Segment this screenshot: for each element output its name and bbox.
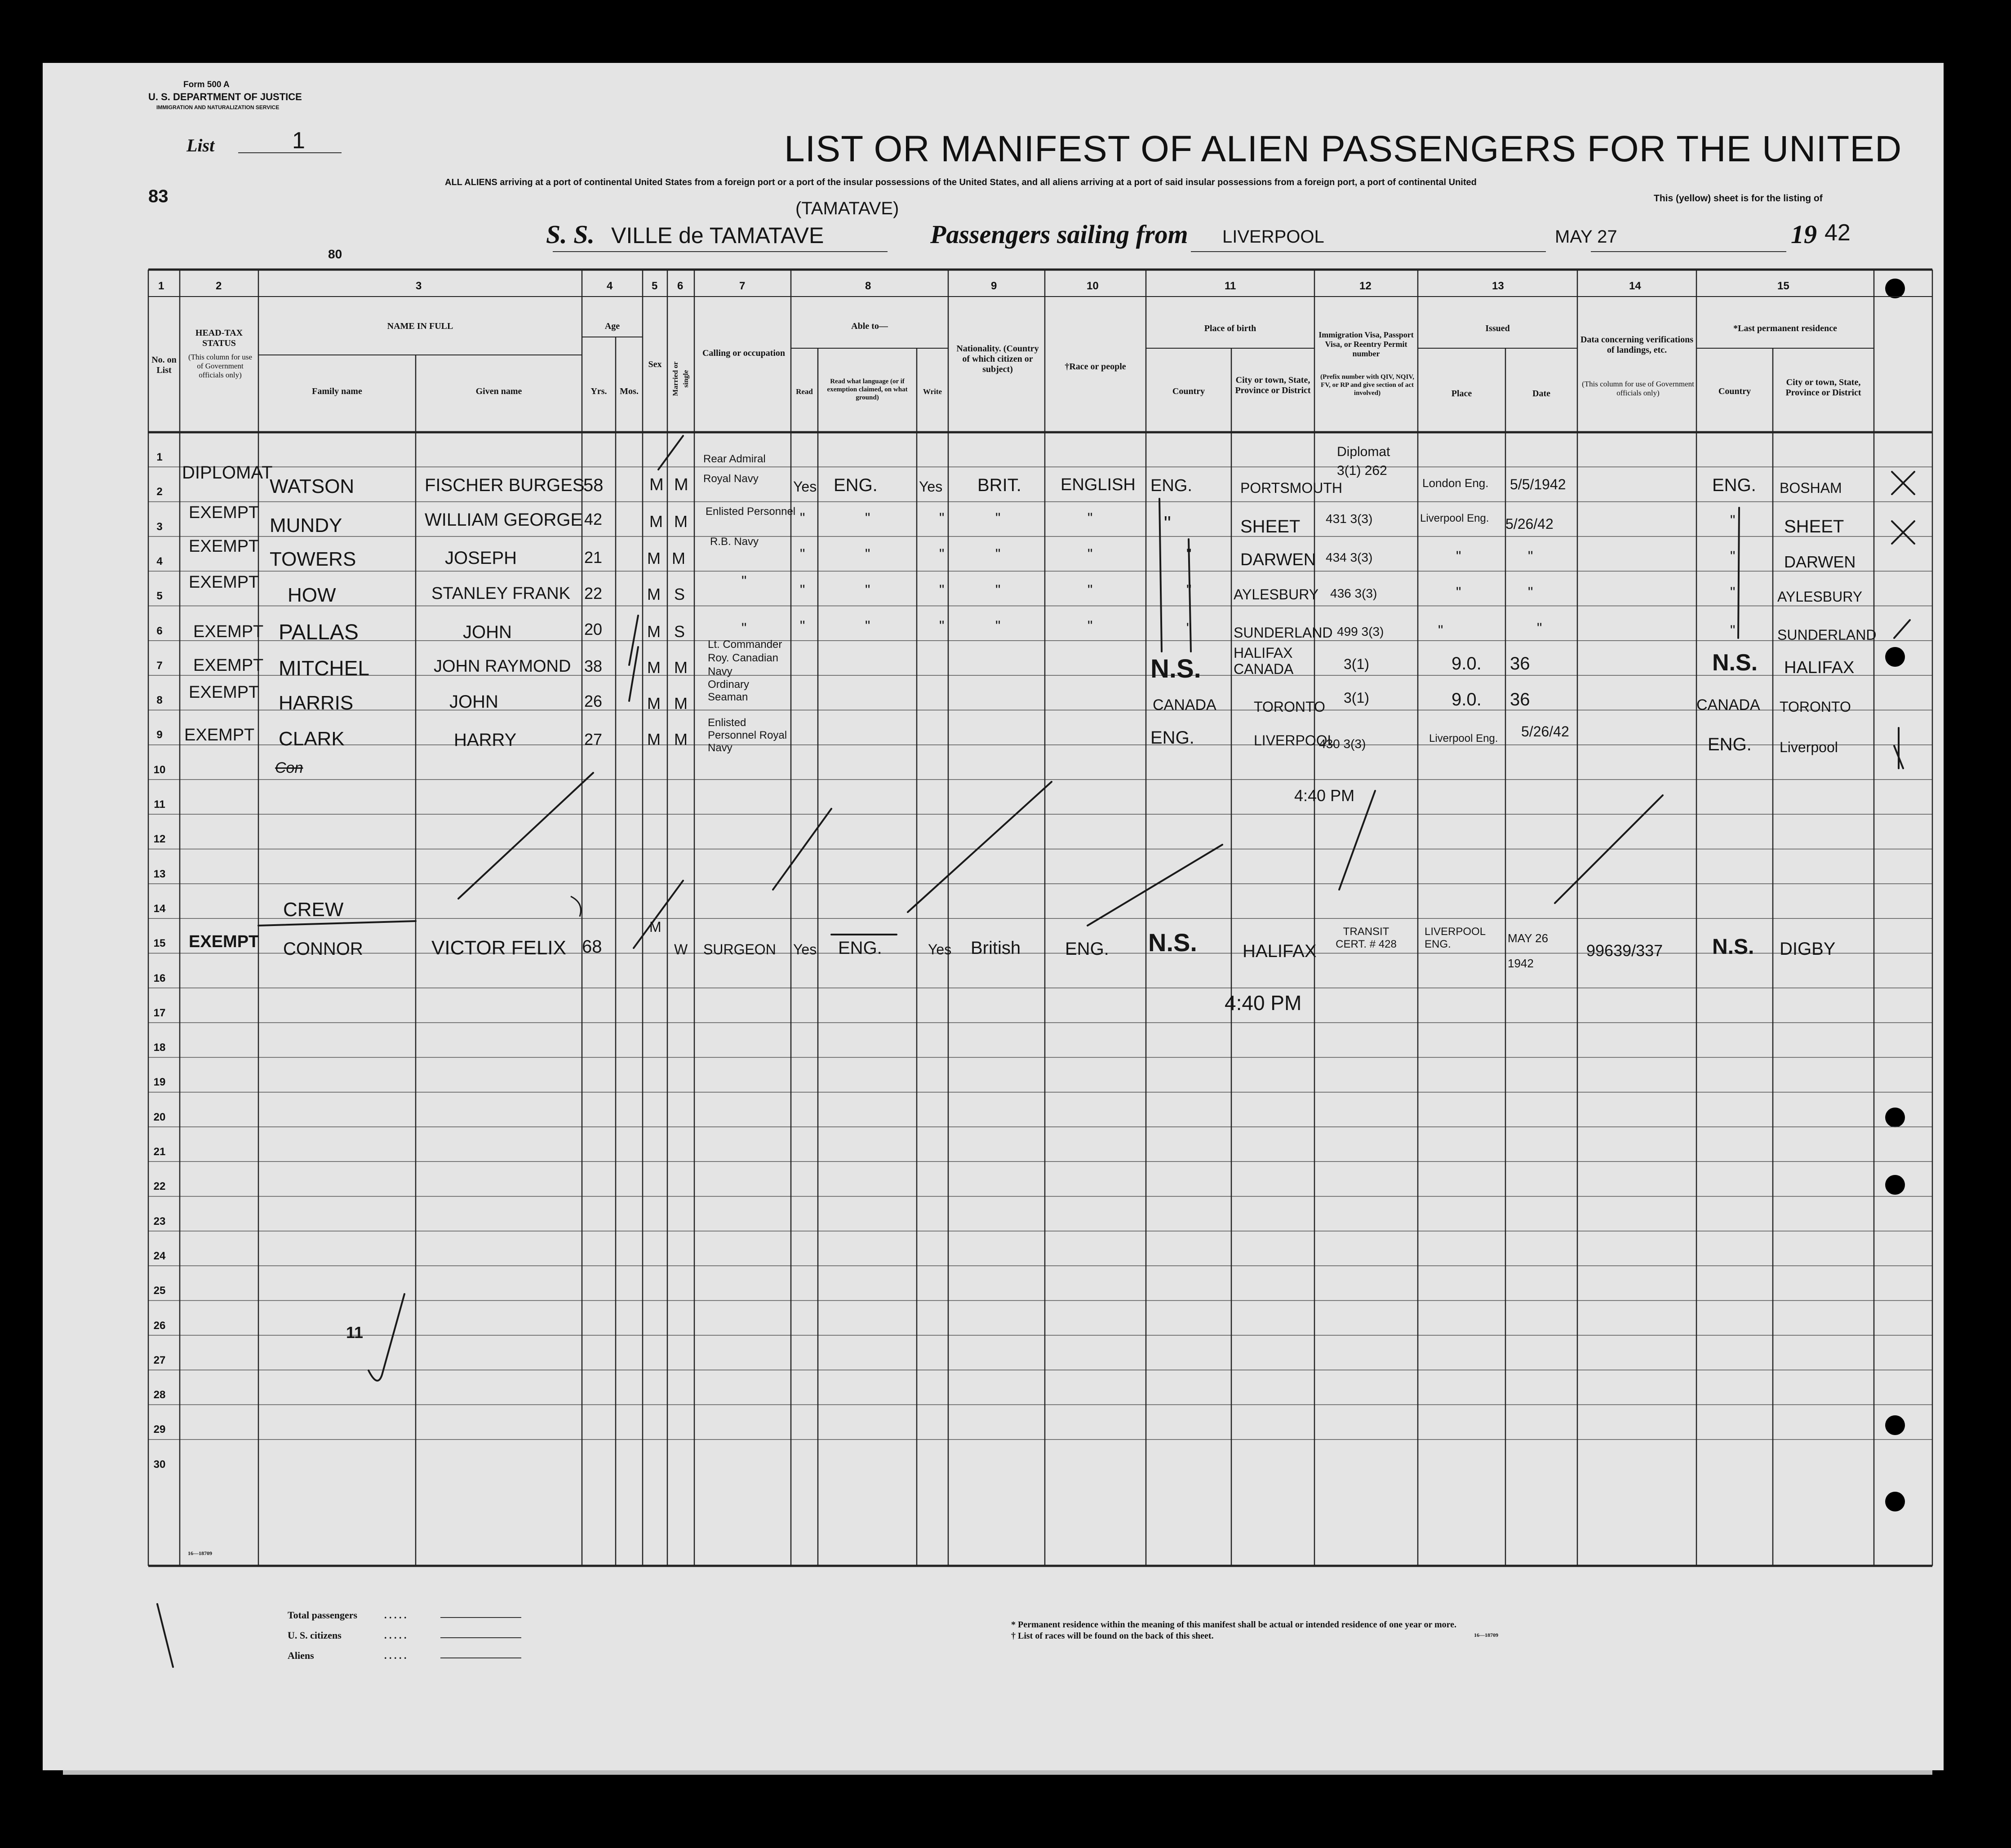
head-tax-note: (This column for use of Government officials only) — [188, 353, 253, 379]
birth-city: DARWEN — [1240, 550, 1316, 569]
row-number: 25 — [153, 1285, 166, 1297]
page-title: LIST OR MANIFEST OF ALIEN PASSENGERS FOR THE UNITED — [784, 129, 1902, 169]
birth-city: HALIFAX CANADA — [1234, 645, 1294, 677]
column-number: 9 — [991, 280, 997, 292]
birth-country: ENG. — [1150, 728, 1194, 748]
can-read: " — [800, 546, 805, 562]
language: " — [865, 618, 870, 634]
family-name: CLARK — [279, 728, 345, 750]
issued-date-header: Date — [1532, 389, 1550, 399]
department-name: U. S. DEPARTMENT OF JUSTICE — [148, 91, 302, 102]
given-name: HARRY — [454, 730, 517, 750]
sailing-label: Passengers sailing from — [930, 220, 1188, 249]
footnote-residence: * Permanent residence within the meaning of this manifest shall be actual or intended residence of one year or more. — [1011, 1620, 1457, 1630]
row-number: 4 — [156, 555, 163, 567]
family-name-header: Family name — [312, 386, 362, 396]
residence-country: " — [1730, 622, 1736, 638]
nationality: " — [995, 618, 1001, 634]
visa-number: 431 3(3) — [1326, 512, 1373, 526]
yrs-header: Yrs. — [590, 386, 607, 396]
issued-place: London Eng. — [1422, 476, 1489, 490]
visa-number: 3(1) — [1344, 690, 1369, 706]
race-header: †Race or people — [1065, 362, 1126, 372]
age-years: 27 — [584, 730, 603, 749]
can-write: Yes — [928, 941, 952, 957]
row-number: 1 — [156, 451, 163, 463]
row-number: 15 — [153, 937, 166, 950]
list-value: 1 — [292, 128, 305, 154]
residence-country: ENG. — [1712, 475, 1756, 495]
issued-date: " — [1537, 620, 1542, 636]
header-line-2: This (yellow) sheet is for the listing of — [1654, 193, 1823, 204]
can-read: " — [800, 582, 805, 598]
issued-date: 5/5/1942 — [1510, 476, 1566, 492]
given-name: JOHN — [463, 622, 512, 642]
issued-place: Liverpool Eng. — [1420, 512, 1489, 524]
column-number: 7 — [739, 280, 746, 292]
birth-city: SHEET — [1240, 517, 1301, 536]
last-residence-header: *Last permanent residence — [1733, 324, 1837, 333]
marital-status: M — [674, 475, 688, 494]
family-name: Con — [275, 759, 303, 776]
residence-city: HALIFAX — [1784, 658, 1855, 677]
given-name: JOSEPH — [445, 548, 517, 568]
head-tax-status: EXEMPT — [189, 503, 259, 522]
birth-country: " — [1186, 620, 1192, 636]
landings-header: Data concerning verifications of landings, etc. — [1580, 335, 1694, 355]
birth-country: " — [1186, 582, 1192, 598]
form-number: Form 500 A — [183, 80, 230, 89]
row-number: 22 — [153, 1180, 166, 1193]
able-to-header: Able to— — [851, 321, 888, 331]
birth-city: AYLESBURY — [1234, 586, 1319, 603]
age-years: 22 — [584, 584, 603, 603]
age-years: 68 — [582, 937, 602, 957]
issued-place: Liverpool Eng. — [1429, 732, 1498, 745]
race: ENGLISH — [1061, 475, 1136, 494]
read-header: Read — [796, 387, 813, 396]
mark-80: 80 — [328, 247, 342, 261]
aliens-label: Aliens — [288, 1650, 314, 1661]
issued-date: " — [1528, 584, 1533, 600]
visa-number: 436 3(3) — [1330, 586, 1377, 600]
nationality-header: Nationality. (Country of which citizen or subject) — [956, 344, 1039, 374]
family-name: PALLAS — [279, 620, 359, 644]
race: " — [1088, 582, 1093, 598]
total-passengers-label: Total passengers — [288, 1609, 358, 1621]
given-name-header: Given name — [475, 386, 522, 396]
issued-place: " — [1456, 584, 1461, 600]
residence-country: " — [1730, 512, 1736, 528]
occupation: " — [741, 573, 747, 589]
marital-status: M — [672, 549, 685, 567]
visa-header: Immigration Visa, Passport Visa, or Reentry Permit number — [1318, 330, 1414, 358]
can-write: " — [939, 546, 945, 562]
row-number: 29 — [153, 1423, 166, 1436]
row-number: 20 — [153, 1111, 166, 1123]
row-number: 7 — [156, 659, 163, 672]
language: " — [865, 546, 870, 562]
occupation: SURGEON — [703, 941, 776, 957]
given-name: JOHN RAYMOND — [434, 657, 571, 676]
column-number: 15 — [1777, 280, 1789, 292]
write-header: Write — [923, 387, 942, 396]
print-code: 16—18709 — [188, 1550, 212, 1556]
head-tax-status: EXEMPT — [193, 656, 264, 675]
nationality: BRIT. — [977, 475, 1021, 495]
issued-place: LIVERPOOL ENG. — [1425, 926, 1486, 950]
marital-status: W — [674, 941, 688, 957]
can-read: " — [800, 510, 805, 526]
sex: M — [647, 622, 661, 641]
sex: M — [647, 549, 661, 567]
row-number: 5 — [156, 590, 163, 603]
can-read: Yes — [793, 479, 817, 495]
visa-number: 3(1) — [1344, 656, 1369, 672]
age-years: 42 — [584, 510, 603, 528]
head-tax-status: EXEMPT — [189, 573, 259, 592]
issued-place: 9.0. — [1452, 654, 1482, 674]
marital-status: S — [674, 585, 685, 603]
occupation: Lt. Commander Roy. Canadian Navy — [708, 638, 782, 678]
sex: M — [649, 512, 663, 531]
header-line-1: ALL ALIENS arriving at a port of continental United States from a foreign port or a port of the insular possessions of the United States, and all aliens arriving at a port of said insular possessions from a foreign port, a port of continental United — [445, 177, 1477, 187]
birth-country: N.S. — [1150, 654, 1201, 683]
given-name: VICTOR FELIX — [431, 937, 566, 959]
place-of-birth-header: Place of birth — [1204, 324, 1256, 333]
crew-heading: CREW — [283, 899, 344, 921]
head-tax-status: EXEMPT — [189, 932, 259, 951]
birth-country: " — [1186, 546, 1192, 562]
head-tax-status: EXEMPT — [193, 622, 264, 641]
residence-city: TORONTO — [1780, 699, 1851, 715]
sex: M — [649, 919, 661, 935]
residence-country: " — [1730, 548, 1736, 564]
print-code: 16—18709 — [1474, 1632, 1498, 1638]
landings-note: (This column for use of Government officials only) — [1582, 380, 1694, 397]
can-read: Yes — [793, 941, 817, 957]
head-tax-status: EXEMPT — [184, 726, 255, 745]
language: ENG. — [834, 475, 878, 495]
row-number: 30 — [153, 1458, 166, 1471]
race: " — [1088, 510, 1093, 526]
sex-header: Sex — [648, 359, 662, 369]
sex: M — [649, 475, 664, 494]
page-count: 11 — [346, 1323, 364, 1342]
issued-header: Issued — [1485, 324, 1510, 333]
row-number: 23 — [153, 1215, 166, 1228]
row-number: 26 — [153, 1319, 166, 1332]
ship-name: VILLE de TAMATAVE — [611, 223, 824, 248]
row-number: 12 — [153, 833, 166, 846]
nationality: " — [995, 510, 1001, 526]
row-number: 24 — [153, 1250, 166, 1262]
family-name: CONNOR — [283, 939, 363, 959]
race: " — [1088, 618, 1093, 634]
row-number: 3 — [156, 520, 163, 533]
marital-status: M — [674, 512, 688, 531]
row-number: 27 — [153, 1354, 166, 1366]
nationality: British — [971, 938, 1021, 958]
language: " — [865, 510, 870, 526]
residence-city: AYLESBURY — [1777, 589, 1863, 605]
birth-city: TORONTO — [1254, 699, 1325, 715]
ship-correction: (TAMATAVE) — [795, 199, 899, 218]
can-read: " — [800, 618, 805, 634]
row-number: 11 — [154, 798, 165, 811]
nationality: " — [995, 582, 1001, 598]
column-number: 12 — [1359, 280, 1372, 292]
corner-mark: 83 — [148, 186, 169, 206]
family-name: MITCHEL — [279, 656, 369, 680]
column-number: 5 — [652, 280, 658, 292]
family-name: HARRIS — [279, 692, 354, 714]
row-number: 10 — [153, 763, 166, 776]
occupation: Rear Admiral Royal Navy — [703, 453, 766, 485]
residence-city: SUNDERLAND — [1777, 627, 1877, 643]
given-name: JOHN — [449, 692, 498, 712]
sex: M — [647, 730, 661, 749]
issued-date: MAY 26 1942 — [1508, 931, 1549, 970]
occupation: Enlisted Personnel — [706, 505, 796, 518]
row-number: 14 — [153, 902, 166, 915]
can-write: " — [939, 510, 945, 526]
issued-place: 9.0. — [1452, 690, 1482, 709]
family-name: TOWERS — [270, 548, 356, 570]
residence-city: Liverpool — [1780, 739, 1838, 755]
occupation: Ordinary Seaman — [708, 678, 750, 703]
row-number: 28 — [153, 1389, 166, 1401]
column-number: 11 — [1225, 280, 1236, 292]
ss-label: S. S. — [546, 220, 595, 249]
race: " — [1088, 546, 1093, 562]
marital-status: M — [674, 730, 688, 749]
can-write: " — [939, 582, 945, 598]
year-handwritten: 42 — [1825, 220, 1851, 246]
marital-status: M — [674, 658, 688, 677]
race: ENG. — [1065, 939, 1109, 959]
birth-city-header: City or town, State, Province or District — [1235, 375, 1311, 395]
mos-header: Mos. — [620, 386, 639, 396]
issued-date: 36 — [1510, 690, 1530, 709]
column-number: 1 — [158, 280, 164, 292]
birth-country-header: Country — [1172, 386, 1205, 396]
row-number: 13 — [153, 868, 166, 880]
issued-date: 36 — [1510, 654, 1530, 674]
head-tax-header: HEAD-TAX STATUS — [195, 328, 243, 348]
name-in-full-header: NAME IN FULL — [387, 321, 453, 331]
head-tax-status: EXEMPT — [189, 537, 259, 556]
issued-place: " — [1438, 622, 1443, 638]
departure-date: MAY 27 — [1555, 227, 1617, 247]
residence-city: SHEET — [1784, 517, 1844, 536]
column-number: 3 — [416, 280, 422, 292]
language: ENG. — [838, 938, 882, 958]
visa-number: TRANSIT CERT. # 428 — [1336, 926, 1397, 950]
column-number: 14 — [1629, 280, 1641, 292]
given-name: FISCHER BURGES — [425, 475, 585, 495]
sex: M — [647, 585, 661, 603]
visa-number: 430 3(3) — [1319, 737, 1366, 751]
us-citizens-label: U. S. citizens — [288, 1630, 342, 1641]
row-number: 9 — [156, 729, 163, 741]
family-name: MUNDY — [270, 514, 342, 536]
head-tax-status: EXEMPT — [189, 683, 259, 702]
residence-city: DIGBY — [1780, 939, 1836, 959]
occupation: Enlisted Personnel Royal Navy — [708, 717, 787, 754]
issued-place-header: Place — [1451, 389, 1472, 399]
marital-status: M — [674, 694, 688, 713]
visa-note: (Prefix number with QIV, NQIV, FV, or RP and give section of act involved) — [1320, 373, 1414, 397]
column-number: 8 — [865, 280, 871, 292]
head-tax-status: DIPLOMAT — [182, 463, 273, 483]
can-write: " — [939, 618, 945, 634]
row-number: 2 — [156, 486, 163, 498]
service-name: IMMIGRATION AND NATURALIZATION SERVICE — [156, 104, 280, 111]
row-number: 6 — [156, 625, 163, 637]
issued-date: 5/26/42 — [1521, 723, 1569, 740]
row-number: 8 — [156, 694, 163, 707]
column-number: 4 — [607, 280, 613, 292]
age-years: 21 — [584, 548, 603, 567]
residence-country: N.S. — [1712, 935, 1754, 959]
row-number: 21 — [153, 1146, 166, 1158]
time-annotation: 4:40 PM — [1294, 786, 1355, 805]
given-name: WILLIAM GEORGE — [425, 510, 583, 530]
sex: M — [647, 658, 661, 677]
row-number: 19 — [153, 1076, 166, 1089]
visa-number: 499 3(3) — [1337, 625, 1384, 638]
age-header: Age — [604, 321, 620, 331]
age-years: 38 — [584, 657, 603, 675]
birth-country: N.S. — [1148, 928, 1197, 957]
birth-country: " — [1164, 512, 1171, 534]
residence-country: " — [1730, 584, 1736, 600]
marital-status: S — [674, 622, 685, 641]
residence-country: N.S. — [1712, 650, 1758, 676]
residence-country: ENG. — [1708, 735, 1752, 754]
departure-port: LIVERPOOL — [1222, 227, 1324, 247]
age-years: 58 — [583, 475, 604, 495]
birth-city: LIVERPOOL — [1254, 732, 1336, 749]
married-header: Married or single — [672, 361, 690, 396]
birth-city: SUNDERLAND — [1234, 625, 1333, 641]
age-years: 26 — [584, 692, 603, 710]
calling-header: Calling or occupation — [702, 348, 786, 358]
issued-place: " — [1456, 548, 1461, 564]
nationality: " — [995, 546, 1001, 562]
given-name: STANLEY FRANK — [431, 584, 571, 603]
residence-country: CANADA — [1696, 696, 1760, 713]
dot-leader: . . . . . — [384, 1650, 407, 1661]
column-number: 2 — [216, 280, 222, 292]
residence-city: DARWEN — [1784, 553, 1856, 571]
residence-city-header: City or town, State, Province or District — [1785, 377, 1861, 398]
family-name: HOW — [288, 584, 336, 606]
read-language-header: Read what language (or if exemption claimed, on what ground) — [827, 378, 908, 401]
year-printed: 19 — [1791, 220, 1817, 249]
visa-number: Diplomat 3(1) 262 — [1337, 444, 1390, 478]
birth-city: PORTSMOUTH — [1240, 480, 1342, 496]
time-annotation: 4:40 PM — [1225, 991, 1302, 1015]
occupation: " — [741, 620, 747, 636]
column-number: 10 — [1087, 280, 1099, 292]
birth-city: HALIFAX — [1243, 941, 1317, 961]
occupation: R.B. Navy — [710, 536, 759, 548]
sex: M — [647, 694, 661, 713]
visa-number: 434 3(3) — [1326, 550, 1373, 564]
birth-country: ENG. — [1150, 476, 1192, 495]
row-number: 17 — [153, 1006, 166, 1019]
dot-leader: . . . . . — [384, 1609, 407, 1621]
row-number: 16 — [153, 972, 166, 984]
column-number: 6 — [677, 280, 684, 292]
issued-date: 5/26/42 — [1505, 516, 1554, 532]
issued-date: " — [1528, 548, 1533, 564]
can-write: Yes — [919, 479, 943, 495]
language: " — [865, 582, 870, 598]
footnote-races: † List of races will be found on the back of this sheet. — [1011, 1631, 1214, 1641]
birth-country: CANADA — [1153, 696, 1216, 713]
landings-data: 99639/337 — [1586, 941, 1663, 960]
column-number: 13 — [1492, 280, 1504, 292]
residence-country-header: Country — [1718, 386, 1751, 396]
dot-leader: . . . . . — [384, 1630, 407, 1641]
residence-city: BOSHAM — [1780, 480, 1842, 496]
family-name: WATSON — [270, 475, 355, 497]
no-on-list-header: No. on List — [151, 355, 177, 375]
list-label: List — [186, 135, 215, 155]
row-number: 18 — [153, 1041, 166, 1054]
age-years: 20 — [584, 620, 603, 638]
